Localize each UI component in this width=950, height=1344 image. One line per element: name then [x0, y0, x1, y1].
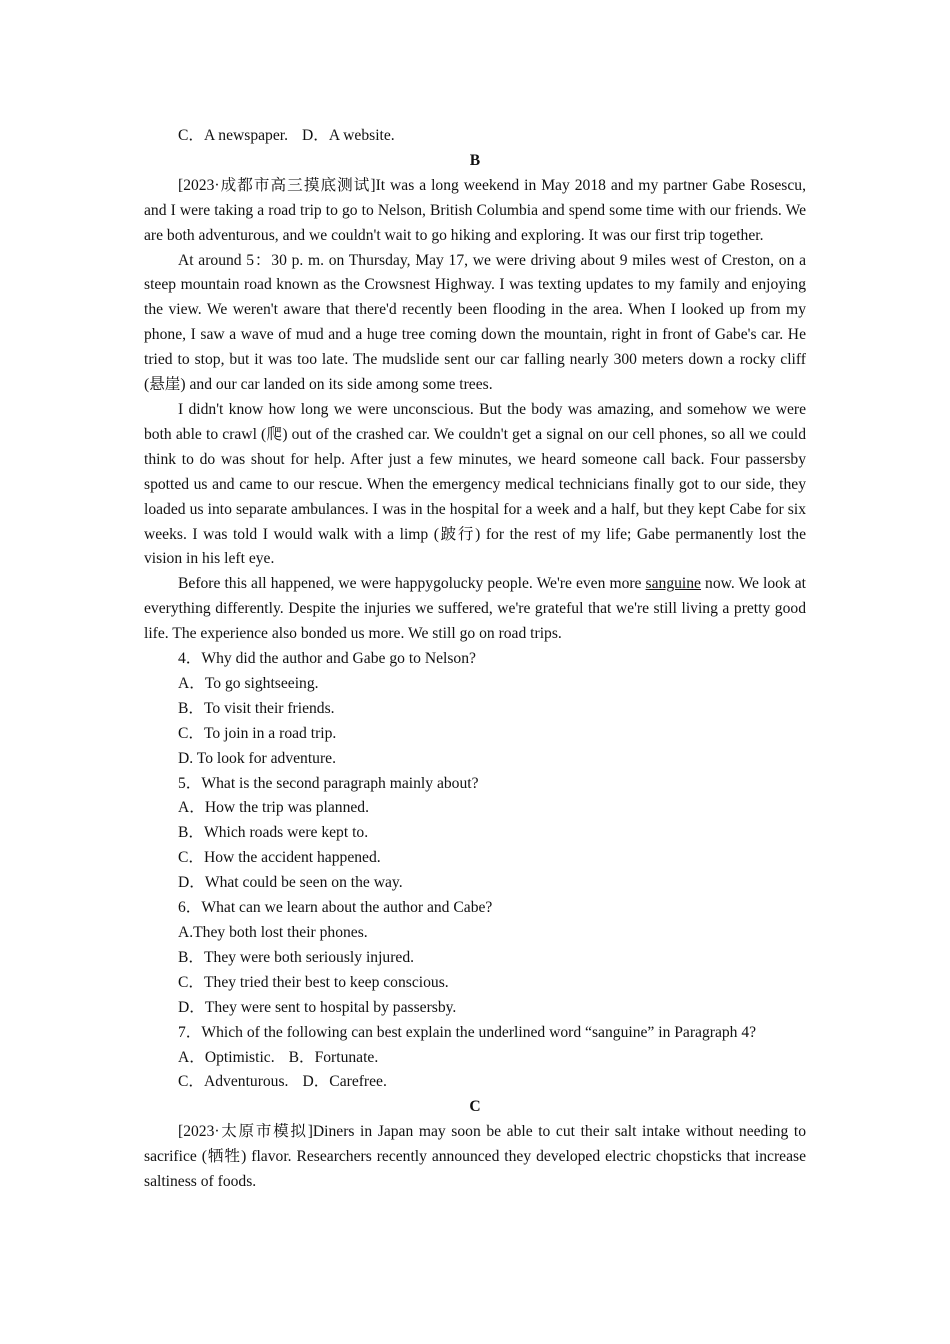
- question-7-option-d: D．Carefree.: [302, 1073, 387, 1091]
- question-6-option-b: B．They were both seriously injured.: [178, 948, 415, 966]
- question-5-stem: 5．What is the second paragraph mainly about?: [178, 774, 479, 792]
- q3-options-row: [144, 124, 806, 149]
- question-5-option-d: D．What could be seen on the way.: [178, 874, 403, 892]
- question-6-option-a: A.They both lost their phones.: [178, 924, 368, 941]
- question-7-option-a: A．Optimistic.: [178, 1048, 275, 1066]
- question-4-option-b: B．To visit their friends.: [178, 699, 335, 717]
- section-c-heading: C: [469, 1098, 481, 1116]
- option-d: D．A website.: [302, 127, 395, 144]
- question-4-stem: 4．Why did the author and Gabe go to Nelson?: [178, 650, 476, 668]
- question-7-options-row-2: [144, 1070, 806, 1095]
- question-6-stem: 6．What can we learn about the author and Cabe?: [178, 899, 493, 917]
- underlined-word-sanguine: sanguine: [645, 575, 701, 593]
- paragraph-4-text-start: Before this all happened, we were happygolucky people. We're even more: [178, 575, 646, 593]
- question-5-option-b: B．Which roads were kept to.: [178, 824, 369, 842]
- passage-b-paragraph-1: [2023·成都市高三摸底测试]It was a long weekend in May 2018 and my partner Gabe Rosescu, and I were taking a road trip to go to Nelson, British Columbia and spend some time with our friends. We are both adventurous, and we couldn't wait to go hiking and exploring. It was our first trip together.: [144, 176, 806, 244]
- question-4-option-a: A．To go sightseeing.: [178, 674, 319, 692]
- question-5-option-a: A．How the trip was planned.: [178, 799, 369, 817]
- question-5-option-c: C．How the accident happened.: [178, 849, 381, 867]
- document-page: [144, 124, 806, 1195]
- option-c: C．A newspaper.: [178, 127, 289, 144]
- question-4-option-d: D. To look for adventure.: [178, 749, 336, 767]
- passage-b-paragraph-2: At around 5：30 p. m. on Thursday, May 17, we were driving about 9 miles west of Creston, on a steep mountain road known as the Crowsnest Highway. I was texting updates to my family and enjoying the view. We weren't aware that there'd recently been flooding in the area. When I looked up from my phone, I saw a wave of mud and a huge tree coming down the mountain, right in front of Gabe's car. He tried to stop, but it was too late. The mudslide sent our car falling nearly 300 meters down a rocky cliff (悬崖) and our car landed on its side among some trees.: [144, 251, 806, 394]
- question-7-option-b: B．Fortunate.: [288, 1048, 379, 1066]
- section-b-heading: B: [469, 151, 481, 169]
- passage-b-paragraph-3: I didn't know how long we were unconscious. But the body was amazing, and somehow we were both able to crawl (爬) out of the crashed car. We couldn't get a signal on our cell phones, so all we could think to do was shout for help. After just a few minutes, we heard someone call back. Four passersby spotted us and came to our rescue. When the emergency medical technicians finally got to our side, they loaded us into separate ambulances. I was in the hospital for a week and a half, but they kept Cabe for six weeks. I was told I would walk with a limp (跛行) for the rest of my life; Gabe permanently lost the vision in his left eye.: [144, 400, 806, 568]
- paragraph-4-text-end: now. We look at everything differently. Despite the injuries we suffered, we're grateful that we're still living a pretty good life. The experience also bonded us more. We still go on road trips.: [144, 575, 807, 643]
- question-7-options-row-1: [144, 1046, 806, 1071]
- question-4-option-c: C．To join in a road trip.: [178, 724, 337, 742]
- question-7-stem: 7．Which of the following can best explain the underlined word “sanguine” in Paragraph 4?: [178, 1023, 757, 1041]
- question-6-option-c: C．They tried their best to keep conscious.: [178, 973, 449, 991]
- question-7-option-c: C．Adventurous.: [178, 1073, 289, 1091]
- passage-c-paragraph-1: [2023·太原市模拟]Diners in Japan may soon be able to cut their salt intake without needing to sacrifice (牺牲) flavor. Researchers recently announced they developed electric chopsticks that increase saltiness of foods.: [144, 1123, 806, 1191]
- passage-b-paragraph-4: [144, 572, 806, 647]
- question-6-option-d: D．They were sent to hospital by passersby.: [178, 998, 457, 1016]
